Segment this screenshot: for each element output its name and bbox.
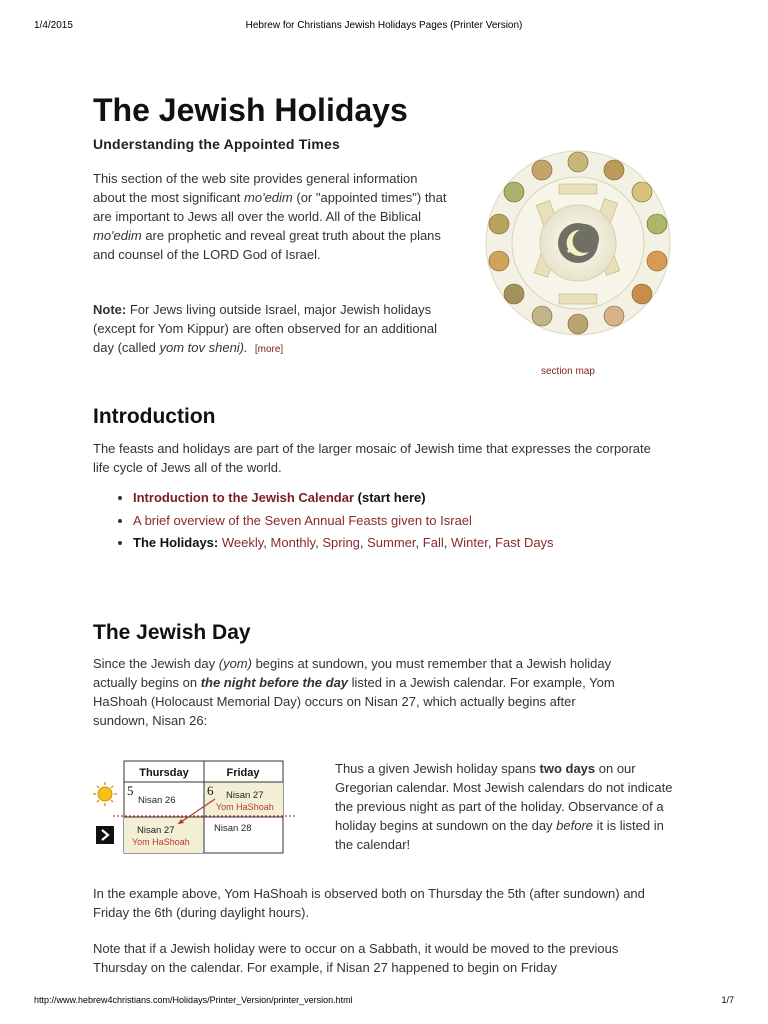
jewish-day-paragraph: Since the Jewish day (yom) begins at sundown, you must remember that a Jewish holiday actually begins on the night before the day listed in a Jewish calendar. For example, Yom HaShoah (Holocaust Memorial Day) occurs on Nisan 27, which actually begins after sundown, Nisan 26: [93, 656, 615, 728]
list-item: • The Holidays: Weekly, Monthly, Spring, Summer, Fall, Winter, Fast Days [133, 532, 554, 555]
list-item: • Introduction to the Jewish Calendar (start here) [133, 487, 554, 510]
calendar-holiday-label: Yom HaShoah [216, 802, 274, 812]
page-subtitle: Understanding the Appointed Times [93, 136, 340, 152]
calendar-cell-text: Nisan 26 [138, 795, 176, 806]
example-paragraph: In the example above, Yom HaShoah is observed both on Thursday the 5th (after sundown) and Friday the 6th (during daylight hours). [93, 886, 645, 920]
holiday-link-summer[interactable]: Summer [367, 535, 416, 550]
calendar-cell-text: Nisan 27 [226, 790, 264, 801]
holiday-link-fall[interactable]: Fall [422, 535, 444, 550]
print-title: Hebrew for Christians Jewish Holidays Pages (Printer Version) [245, 20, 523, 31]
two-days-paragraph: Thus a given Jewish holiday spans two days on our Gregorian calendar. Most Jewish calendars do not indicate the previous night as part of the holiday. Observance of a holiday begins at sundown on the day before it is listed in the calendar! [335, 761, 673, 852]
holiday-link-weekly[interactable]: Weekly [221, 535, 264, 550]
note-paragraph: Note: For Jews living outside Israel, major Jewish holidays (except for Yom Kippur) are often observed for an additional day (called yom tov sheni). [more] [93, 302, 437, 355]
print-date: 1/4/2015 [34, 20, 73, 31]
seven-feasts-link[interactable]: A brief overview of the Seven Annual Feasts given to Israel [133, 512, 472, 528]
calendar-header-friday: Friday [226, 767, 260, 779]
calendar-diagram [93, 752, 323, 862]
page-title: The Jewish Holidays [93, 92, 408, 128]
calendar-holiday-label: Yom HaShoah [132, 837, 190, 847]
calendar-header-thursday: Thursday [139, 767, 189, 779]
sun-icon [93, 782, 117, 806]
print-header [34, 20, 734, 34]
jewish-calendar-link[interactable]: Introduction to the Jewish Calendar [133, 490, 355, 505]
moon-icon [96, 826, 114, 844]
calendar-day-number: 6 [207, 783, 214, 798]
introduction-link-list [115, 487, 554, 555]
holiday-link-winter[interactable]: Winter [450, 535, 488, 550]
more-link[interactable]: [more] [254, 344, 284, 355]
page-number: 1/7 [721, 995, 734, 1005]
calendar-cell-text: Nisan 28 [214, 823, 252, 834]
holiday-link-spring[interactable]: Spring [322, 535, 360, 550]
introduction-heading: Introduction [93, 405, 216, 428]
jewish-day-heading: The Jewish Day [93, 621, 251, 644]
holiday-link-monthly[interactable]: Monthly [270, 535, 316, 550]
sabbath-paragraph: Note that if a Jewish holiday were to occur on a Sabbath, it would be moved to the previous Thursday on the calendar. For example, if Nisan 27 happened to begin on Friday [93, 941, 619, 975]
holiday-wheel-image[interactable] [481, 148, 671, 348]
list-item [133, 510, 554, 533]
calendar-cell-text: Nisan 27 [137, 825, 175, 836]
section-map-link[interactable]: section map [541, 366, 595, 377]
calendar-day-number: 5 [127, 783, 134, 798]
print-url: http://www.hebrew4christians.com/Holidays/Printer_Version/printer_version.html [34, 995, 353, 1005]
holiday-link-fast-days[interactable]: Fast Days [495, 535, 554, 550]
intro-paragraph: This section of the web site provides general information about the most significant mo'edim (or "appointed times") that are important to Jews all over the world. All of the Biblical mo'edim are prophetic and reveal great truth about the plans and counsel of the LORD God of Israel. [93, 171, 447, 262]
introduction-text: The feasts and holidays are part of the larger mosaic of Jewish time that expresses the corporate life cycle of Jews all of the world. [93, 441, 651, 475]
